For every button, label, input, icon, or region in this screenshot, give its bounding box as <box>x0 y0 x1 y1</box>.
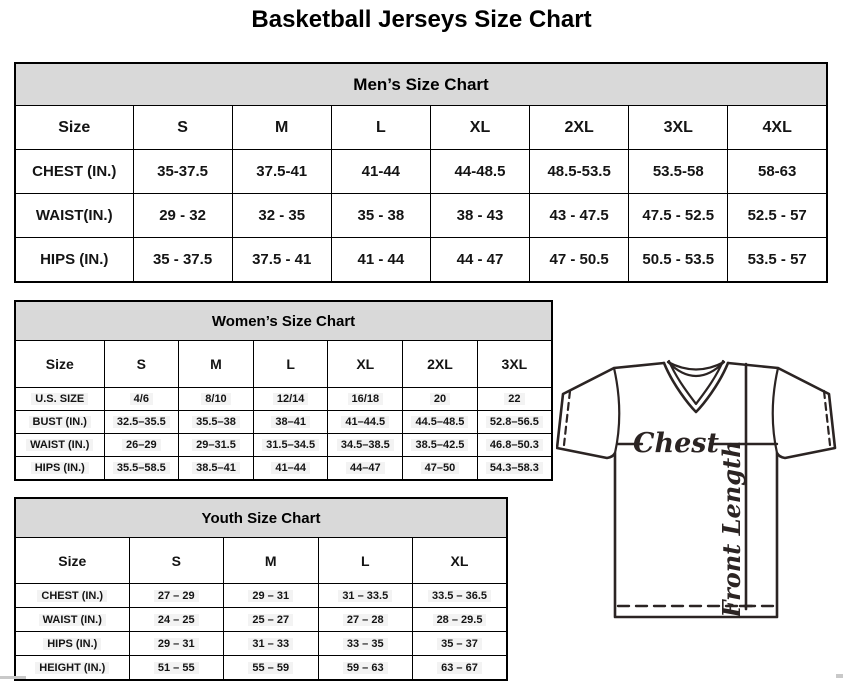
men-cell: 41 - 44 <box>331 238 430 283</box>
women-cell <box>328 434 403 457</box>
youth-cell <box>318 632 413 656</box>
women-cell-text: 20 <box>430 393 450 405</box>
women-cell-text: 32.5–35.5 <box>113 416 170 428</box>
youth-row-label-text: HEIGHT (IN.) <box>35 662 109 674</box>
men-row-label: CHEST (IN.) <box>15 150 133 194</box>
women-cell <box>477 434 552 457</box>
women-row-label <box>15 388 104 411</box>
women-cell <box>179 457 254 481</box>
page-title: Basketball Jerseys Size Chart <box>251 6 592 33</box>
women-cell-text: 52.8–56.5 <box>486 416 543 428</box>
youth-cell <box>413 608 508 632</box>
youth-cell-text: 29 – 31 <box>154 638 199 650</box>
men-cell: 53.5 - 57 <box>728 238 827 283</box>
left-armhole-seam <box>614 368 619 453</box>
men-col-header-xl: XL <box>430 106 529 150</box>
women-table-row <box>15 411 552 434</box>
men-cell: 44-48.5 <box>430 150 529 194</box>
youth-cell-text: 35 – 37 <box>437 638 482 650</box>
women-cell <box>403 411 478 434</box>
youth-row-label-text: HIPS (IN.) <box>43 638 101 650</box>
women-cell <box>104 411 179 434</box>
youth-cell <box>129 584 224 608</box>
women-row-label-text: HIPS (IN.) <box>31 462 89 474</box>
men-cell: 53.5-58 <box>629 150 728 194</box>
women-cell <box>104 388 179 411</box>
women-table-row <box>15 434 552 457</box>
jersey-outline <box>557 363 835 617</box>
youth-col-header-size: Size <box>15 538 129 584</box>
youth-table-row <box>15 608 507 632</box>
women-cell-text: 31.5–34.5 <box>262 439 319 451</box>
youth-cell <box>413 656 508 681</box>
youth-cell <box>318 608 413 632</box>
men-col-header-4xl: 4XL <box>728 106 827 150</box>
men-col-header-2xl: 2XL <box>530 106 629 150</box>
women-col-header-3xl: 3XL <box>477 341 552 388</box>
women-chart-title: Women’s Size Chart <box>15 301 552 341</box>
women-col-header-m: M <box>179 341 254 388</box>
women-cell-text: 12/14 <box>273 393 309 405</box>
youth-cell-text: 31 – 33 <box>248 638 293 650</box>
women-cell <box>253 457 328 481</box>
youth-cell-text: 27 – 28 <box>343 614 388 626</box>
youth-cell <box>224 656 319 681</box>
youth-cell-text: 33 – 35 <box>343 638 388 650</box>
youth-table-row <box>15 632 507 656</box>
women-cell <box>179 411 254 434</box>
women-row-label <box>15 434 104 457</box>
women-cell <box>179 434 254 457</box>
women-cell-text: 8/10 <box>201 393 230 405</box>
women-cell-text: 44.5–48.5 <box>411 416 468 428</box>
women-cell-text: 4/6 <box>130 393 153 405</box>
men-cell: 37.5 - 41 <box>232 238 331 283</box>
left-cuff-stitch <box>564 391 570 445</box>
youth-row-label <box>15 656 129 681</box>
men-cell: 47 - 50.5 <box>530 238 629 283</box>
youth-cell-text: 31 – 33.5 <box>338 590 392 602</box>
women-cell <box>328 457 403 481</box>
women-cell <box>403 457 478 481</box>
youth-row-label <box>15 632 129 656</box>
women-cell <box>253 411 328 434</box>
youth-table-row <box>15 584 507 608</box>
men-cell: 41-44 <box>331 150 430 194</box>
jersey-measurement-diagram <box>556 357 838 673</box>
women-cell-text: 46.8–50.3 <box>486 439 543 451</box>
youth-cell-text: 27 – 29 <box>154 590 199 602</box>
men-table-row <box>15 150 827 194</box>
women-cell-text: 38.5–42.5 <box>411 439 468 451</box>
youth-cell-text: 33.5 – 36.5 <box>428 590 491 602</box>
men-cell: 52.5 - 57 <box>728 194 827 238</box>
women-cell-text: 16/18 <box>348 393 384 405</box>
women-cell-text: 41–44.5 <box>341 416 389 428</box>
youth-cell <box>413 584 508 608</box>
women-cell <box>477 388 552 411</box>
youth-cell-text: 55 – 59 <box>248 662 293 674</box>
youth-cell <box>224 584 319 608</box>
women-row-label-text: BUST (IN.) <box>29 416 91 428</box>
men-cell: 38 - 43 <box>430 194 529 238</box>
youth-table-row <box>15 656 507 681</box>
youth-cell <box>224 608 319 632</box>
men-cell: 37.5-41 <box>232 150 331 194</box>
men-cell: 35 - 37.5 <box>133 238 232 283</box>
men-col-header-s: S <box>133 106 232 150</box>
men-col-header-m: M <box>232 106 331 150</box>
women-cell <box>104 434 179 457</box>
women-cell <box>253 434 328 457</box>
women-cell-text: 38.5–41 <box>192 462 240 474</box>
men-cell: 58-63 <box>728 150 827 194</box>
youth-cell-text: 28 – 29.5 <box>433 614 487 626</box>
women-cell-text: 34.5–38.5 <box>337 439 394 451</box>
men-cell: 47.5 - 52.5 <box>629 194 728 238</box>
women-cell <box>328 388 403 411</box>
youth-col-header-s: S <box>129 538 224 584</box>
youth-col-header-xl: XL <box>413 538 508 584</box>
women-row-label <box>15 457 104 481</box>
youth-cell <box>318 656 413 681</box>
men-cell: 44 - 47 <box>430 238 529 283</box>
collar-inner <box>669 361 723 404</box>
youth-cell-text: 51 – 55 <box>154 662 199 674</box>
men-cell: 35 - 38 <box>331 194 430 238</box>
men-col-header-3xl: 3XL <box>629 106 728 150</box>
women-col-header-2xl: 2XL <box>403 341 478 388</box>
youth-chart-title: Youth Size Chart <box>15 498 507 538</box>
men-cell: 48.5-53.5 <box>530 150 629 194</box>
women-cell-text: 22 <box>504 393 524 405</box>
women-cell <box>403 388 478 411</box>
women-cell <box>253 388 328 411</box>
men-chart-title: Men’s Size Chart <box>15 63 827 106</box>
women-table-row <box>15 388 552 411</box>
youth-cell <box>129 656 224 681</box>
women-cell-text: 47–50 <box>421 462 460 474</box>
men-cell: 29 - 32 <box>133 194 232 238</box>
youth-row-label-text: CHEST (IN.) <box>37 590 107 602</box>
youth-cell-text: 24 – 25 <box>154 614 199 626</box>
youth-cell <box>224 632 319 656</box>
women-cell-text: 35.5–58.5 <box>113 462 170 474</box>
women-col-header-s: S <box>104 341 179 388</box>
youth-cell-text: 25 – 27 <box>248 614 293 626</box>
youth-col-header-m: M <box>224 538 319 584</box>
men-table-row <box>15 238 827 283</box>
women-row-label-text: U.S. SIZE <box>31 393 88 405</box>
men-cell: 50.5 - 53.5 <box>629 238 728 283</box>
men-cell: 32 - 35 <box>232 194 331 238</box>
youth-col-header-l: L <box>318 538 413 584</box>
women-cell-text: 29–31.5 <box>192 439 240 451</box>
front-length-label: Front Length <box>717 440 746 618</box>
youth-cell-text: 63 – 67 <box>437 662 482 674</box>
women-col-header-l: L <box>253 341 328 388</box>
men-row-label: WAIST(IN.) <box>15 194 133 238</box>
youth-size-table <box>14 497 508 681</box>
women-cell-text: 26–29 <box>122 439 161 451</box>
chest-label: Chest <box>633 428 719 459</box>
women-cell-text: 35.5–38 <box>192 416 240 428</box>
women-cell-text: 41–44 <box>271 462 310 474</box>
women-col-header-size: Size <box>15 341 104 388</box>
scrollbar-artifact-right <box>836 674 843 678</box>
youth-cell-text: 29 – 31 <box>248 590 293 602</box>
women-row-label-text: WAIST (IN.) <box>26 439 93 451</box>
womens-size-table <box>14 300 553 481</box>
youth-cell-text: 59 – 63 <box>343 662 388 674</box>
women-cell <box>477 457 552 481</box>
women-cell-text: 38–41 <box>271 416 310 428</box>
men-cell: 43 - 47.5 <box>530 194 629 238</box>
men-row-label: HIPS (IN.) <box>15 238 133 283</box>
youth-row-label-text: WAIST (IN.) <box>39 614 106 626</box>
women-row-label <box>15 411 104 434</box>
men-col-header-l: L <box>331 106 430 150</box>
women-cell <box>328 411 403 434</box>
women-cell <box>477 411 552 434</box>
right-armhole-seam <box>773 368 778 453</box>
youth-cell <box>129 608 224 632</box>
mens-size-table <box>14 62 828 283</box>
women-cell-text: 54.3–58.3 <box>486 462 543 474</box>
women-col-header-xl: XL <box>328 341 403 388</box>
youth-cell <box>318 584 413 608</box>
jersey-diagram-svg <box>556 357 838 673</box>
women-cell <box>179 388 254 411</box>
men-cell: 35-37.5 <box>133 150 232 194</box>
women-table-row <box>15 457 552 481</box>
youth-row-label <box>15 584 129 608</box>
youth-cell <box>413 632 508 656</box>
youth-row-label <box>15 608 129 632</box>
youth-cell <box>129 632 224 656</box>
men-col-header-size: Size <box>15 106 133 150</box>
women-cell <box>104 457 179 481</box>
men-table-row <box>15 194 827 238</box>
women-cell <box>403 434 478 457</box>
women-cell-text: 44–47 <box>346 462 385 474</box>
